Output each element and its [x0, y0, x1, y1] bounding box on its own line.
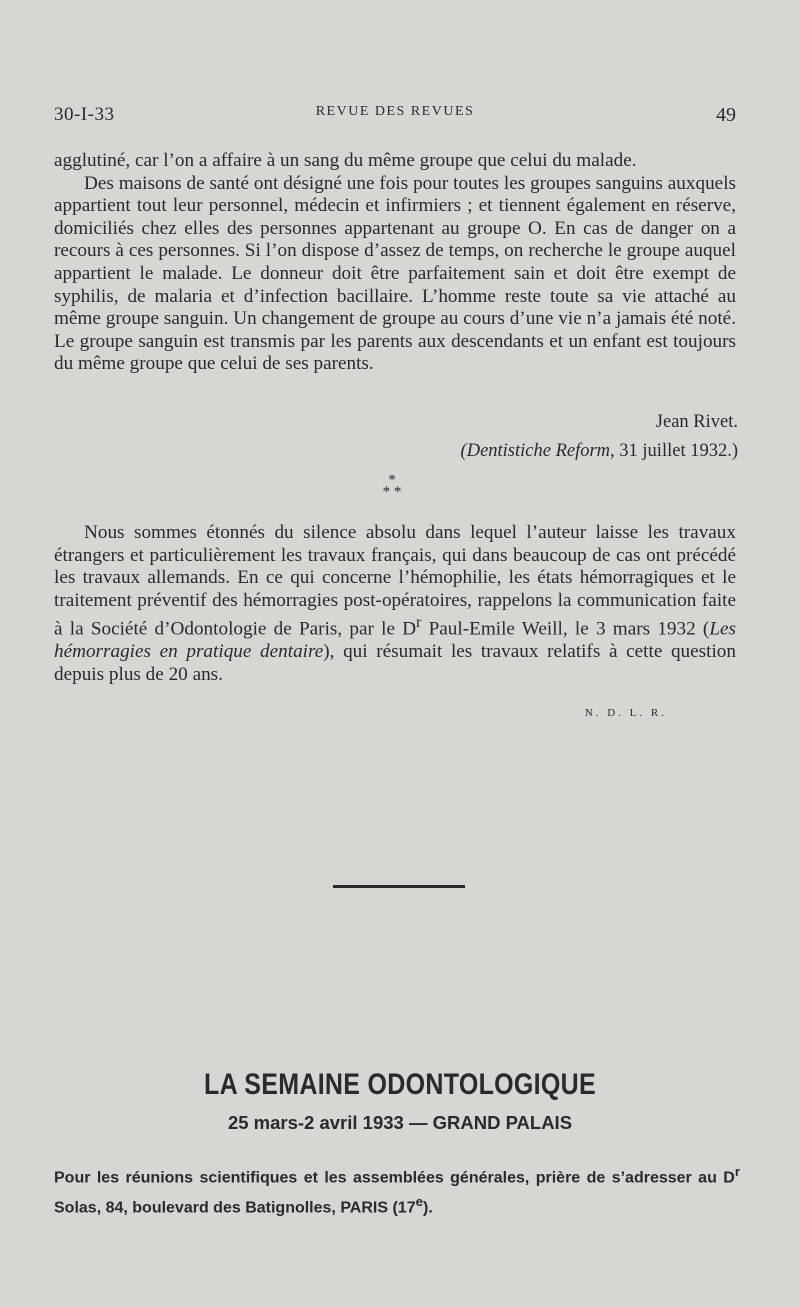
editor-signature: N. D. L. R. [584, 707, 667, 719]
editor-note [54, 522, 736, 687]
announce-text-2: Solas, 84, boulevard des Batignolles, PARIS (17 [54, 1199, 416, 1217]
asterism-divider [372, 474, 412, 504]
author-name: Jean Rivet. [655, 412, 738, 432]
note-text-2: Paul-Emile Weill, le 3 mars 1932 ( [421, 618, 710, 640]
announce-arr-sup: e [415, 1194, 424, 1210]
article-paragraph-2: Des maisons de santé ont désigné une fois pour toutes les groupes sanguins auxquels appartient tout leur personnel, médecin et infirmiers ; et tiennent également en réserve, domiciliés chez elles des personnes appartenant au groupe O. En cas de danger on a recours à ces personnes. Si l’on dispose d’assez de temps, on recherche le groupe auquel appartient le malade. Le donneur doit être parfaitement sain et doit être exempt de syphilis, de malaria et d’infection bacillaire. L’homme reste toute sa vie attaché au même groupe sanguin. Un changement de groupe au cours d’une vie n’a jamais été noté. Le groupe sanguin est transmis par les parents aux descendants et un enfant est toujours du même groupe que celui de ses parents. [54, 172, 736, 375]
source-title: (Dentistiche Reform, [460, 441, 615, 461]
announcement-subtitle: 25 mars-2 avril 1933 — GRAND PALAIS [227, 1112, 573, 1133]
note-text-1: Nous sommes étonnés du silence absolu dans lequel l’auteur laisse les travaux étrangers et particulièrement les travaux français, qui dans beaucoup de cas ont précédé les travaux allemands. En ce qui concerne l’hémophilie, les états hémorragiques et le traitement préventif des hémorragies post-opératoires, rappelons la communication faite à la Société d’Odontologie de Paris, par le D [54, 522, 736, 640]
running-title: REVUE DES REVUES [315, 104, 475, 119]
note-italic-title: Les hémorragies en pratique dentaire [54, 618, 736, 663]
source-date: 31 juillet 1932.) [619, 441, 738, 461]
announcement-text [54, 1160, 740, 1221]
editor-note-paragraph [54, 522, 736, 687]
announce-text-3: ). [423, 1199, 433, 1217]
header-date: 30-I-33 [54, 104, 115, 125]
article-author [656, 412, 738, 433]
announcement-title: LA SEMAINE ODONTOLOGIQUE [204, 1068, 596, 1102]
note-text-3: ), qui résumait les travaux relatifs à cette question depuis plus de 20 ans. [54, 641, 736, 685]
announce-dr-sup: r [734, 1164, 740, 1179]
announce-text-1: Pour les réunions scientifiques et les assemblées générales, prière de s’adresser au D [54, 1169, 735, 1187]
page-header [54, 102, 736, 132]
asterism-bottom: * * [382, 484, 402, 500]
article-body [54, 150, 736, 376]
page-number: 49 [716, 104, 736, 126]
note-dr-sup: r [416, 614, 422, 632]
asterism-top: * [388, 472, 396, 488]
section-divider [333, 885, 465, 888]
article-paragraph-1: agglutiné, car l’on a affaire à un sang du même groupe que celui du malade. [54, 150, 637, 171]
article-source [461, 441, 738, 462]
